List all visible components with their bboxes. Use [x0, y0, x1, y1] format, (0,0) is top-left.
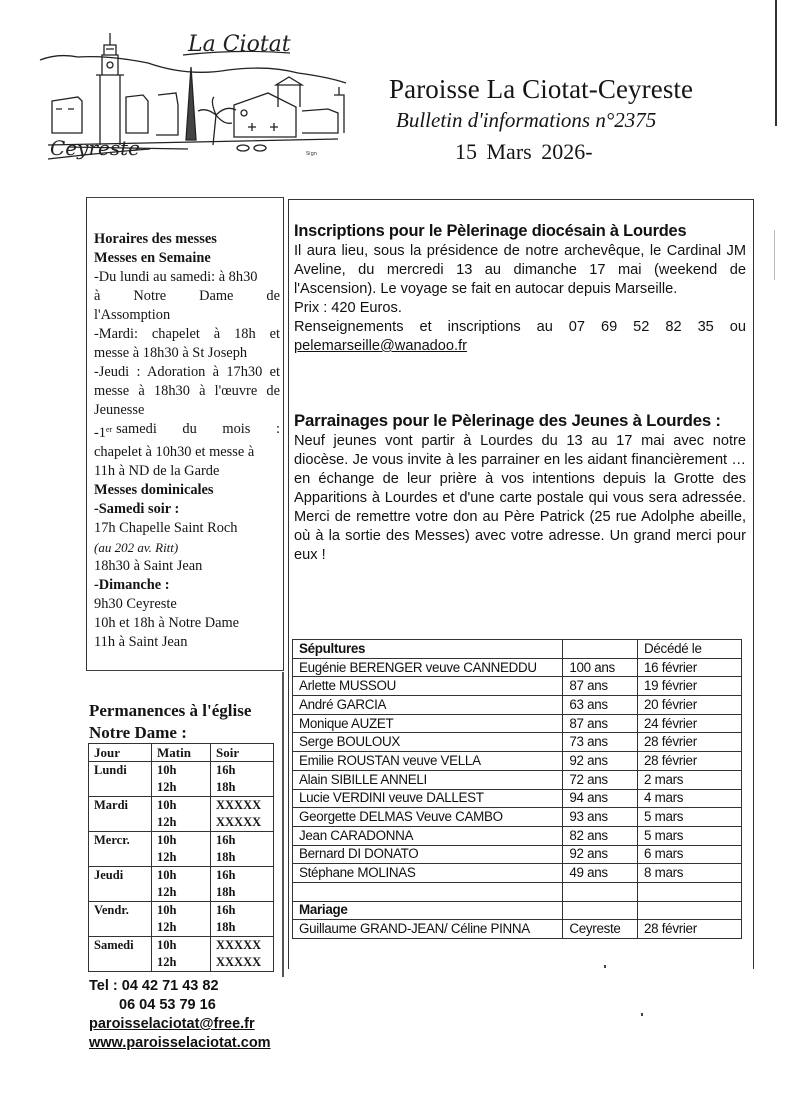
sunday-masses-title: Messes dominicales: [94, 482, 214, 498]
table-header-row: Jour Matin Soir: [89, 744, 274, 762]
weekday-masses-title: Messes en Semaine: [94, 250, 211, 266]
sunday-line: 10h et 18h à Notre Dame: [94, 615, 240, 631]
saturday-address: (au 202 av. Ritt): [94, 540, 179, 555]
table-row: Lundi 10h 12h 16h 18h: [89, 762, 274, 797]
table-row: Emilie ROUSTAN veuve VELLA 92 ans 28 février: [293, 752, 742, 771]
table-row: Arlette MUSSOU 87 ans 19 février: [293, 677, 742, 696]
article-youth-sponsorship: [294, 410, 746, 565]
article-body: Neuf jeunes vont partir à Lourdes du 13 au 17 mai avec notre diocèse. Je vous invite à les parrainer en les aidant financièrement … en échange de leur prière à vos intentions depuis la Grotte des Apparitions à Lourdes et d'une carte postale qui vous sera adressée. Merci de remettre votre don au Père Patrick (25 rue Adolphe abeille, où à la sortie des Messes) avec votre adresse. Un grand merci pour eux !: [294, 433, 746, 563]
phone-number-2: 06 04 53 79 16: [119, 997, 216, 1013]
wedding-header-row: Mariage: [293, 901, 742, 920]
phone-number: Tel : 04 42 71 43 82: [89, 978, 219, 994]
table-header-row: Sépultures Décédé le: [293, 640, 742, 659]
weekday-line: -Jeudi : Adoration à 17h30 et: [94, 364, 280, 380]
parish-website-link[interactable]: www.paroisselaciotat.com: [89, 1035, 271, 1051]
table-row: Alain SIBILLE ANNELI 72 ans 2 mars: [293, 770, 742, 789]
office-hours-title: Permanences à l'église Notre Dame :: [89, 701, 252, 742]
parish-logo: [38, 15, 348, 165]
article-contact: Renseignements et inscriptions au 07 69 52 82 35 ou: [294, 319, 746, 335]
article-price: Prix : 420 Euros.: [294, 300, 402, 316]
weekday-line: messe à 18h30 à l'œuvre de: [94, 383, 280, 399]
table-row: Serge BOULOUX 73 ans 28 février: [293, 733, 742, 752]
article-body: Il aura lieu, sous la présidence de notre archevêque, le Cardinal JM Aveline, du mercredi 13 au dimanche 17 mai (weekend de l'Ascension). Le voyage se fait en autocar depuis Marseille.: [294, 243, 746, 297]
sunday-title: -Dimanche :: [94, 577, 170, 593]
sunday-line: 9h30 Ceyreste: [94, 596, 177, 612]
table-row: Lucie VERDINI veuve DALLEST 94 ans 4 mars: [293, 789, 742, 808]
funerals-table: [292, 639, 742, 939]
first-saturday-line: -1er samedi du mois :: [94, 421, 280, 441]
table-row: Jeudi 10h 12h 16h 18h: [89, 867, 274, 902]
scan-speck: [604, 965, 606, 968]
scan-speck: [641, 1013, 643, 1016]
box-divider: [282, 672, 284, 977]
scan-edge-mark: [775, 0, 777, 126]
weekday-line: à Notre Dame de: [94, 288, 280, 304]
table-row: Mardi 10h 12h XXXXX XXXXX: [89, 797, 274, 832]
scan-edge-mark: [774, 230, 775, 280]
table-row: Mercr. 10h 12h 16h 18h: [89, 832, 274, 867]
article-title: Parrainages pour le Pèlerinage des Jeunes à Lourdes :: [294, 411, 721, 430]
table-row: André GARCIA 63 ans 20 février: [293, 696, 742, 715]
parish-title: Paroisse La Ciotat-Ceyreste: [389, 74, 694, 104]
table-row: Georgette DELMAS Veuve CAMBO 93 ans 5 mars: [293, 808, 742, 827]
bulletin-date: 15 Mars 2026-: [455, 139, 593, 164]
table-row: Guillaume GRAND-JEAN/ Céline PINNA Ceyreste 28 février: [293, 920, 742, 939]
table-row: Samedi 10h 12h XXXXX XXXXX: [89, 937, 274, 972]
empty-row: [293, 882, 742, 901]
first-saturday-line: chapelet à 10h30 et messe à: [94, 444, 255, 460]
svg-text:La Ciotat: La Ciotat: [188, 32, 291, 57]
bulletin-number: Bulletin d'informations n°2375: [396, 108, 657, 132]
weekday-line: l'Assomption: [94, 307, 171, 323]
table-row: Bernard DI DONATO 92 ans 6 mars: [293, 845, 742, 864]
table-row: Jean CARADONNA 82 ans 5 mars: [293, 826, 742, 845]
table-row: Vendr. 10h 12h 16h 18h: [89, 902, 274, 937]
mass-times: [94, 230, 280, 652]
article-lourdes-pilgrimage: [294, 220, 746, 356]
svg-text:Sign: Sign: [306, 151, 317, 157]
svg-text:Ceyreste: Ceyreste: [50, 136, 140, 160]
parish-email-link[interactable]: paroisselaciotat@free.fr: [89, 1016, 255, 1032]
table-row: Eugénie BERENGER veuve CANNEDDU 100 ans 16 février: [293, 658, 742, 677]
sunday-line: 11h à Saint Jean: [94, 634, 188, 650]
saturday-line: 18h30 à Saint Jean: [94, 558, 203, 574]
weekday-line: Jeunesse: [94, 402, 145, 418]
mass-times-title: Horaires des messes: [94, 231, 217, 247]
article-title: Inscriptions pour le Pèlerinage diocésain à Lourdes: [294, 222, 687, 240]
contact-block: [89, 977, 271, 1053]
weekday-line: -Mardi: chapelet à 18h et: [94, 326, 280, 342]
table-row: Stéphane MOLINAS 49 ans 8 mars: [293, 864, 742, 883]
saturday-evening-title: -Samedi soir :: [94, 501, 180, 517]
first-saturday-line: 11h à ND de la Garde: [94, 463, 220, 479]
weekday-line: messe à 18h30 à St Joseph: [94, 345, 248, 361]
saturday-line: 17h Chapelle Saint Roch: [94, 520, 238, 536]
pilgrimage-email-link[interactable]: pelemarseille@wanadoo.fr: [294, 338, 468, 354]
table-row: Monique AUZET 87 ans 24 février: [293, 714, 742, 733]
office-hours-table: [88, 743, 274, 972]
weekday-line: -Du lundi au samedi: à 8h30: [94, 269, 258, 285]
